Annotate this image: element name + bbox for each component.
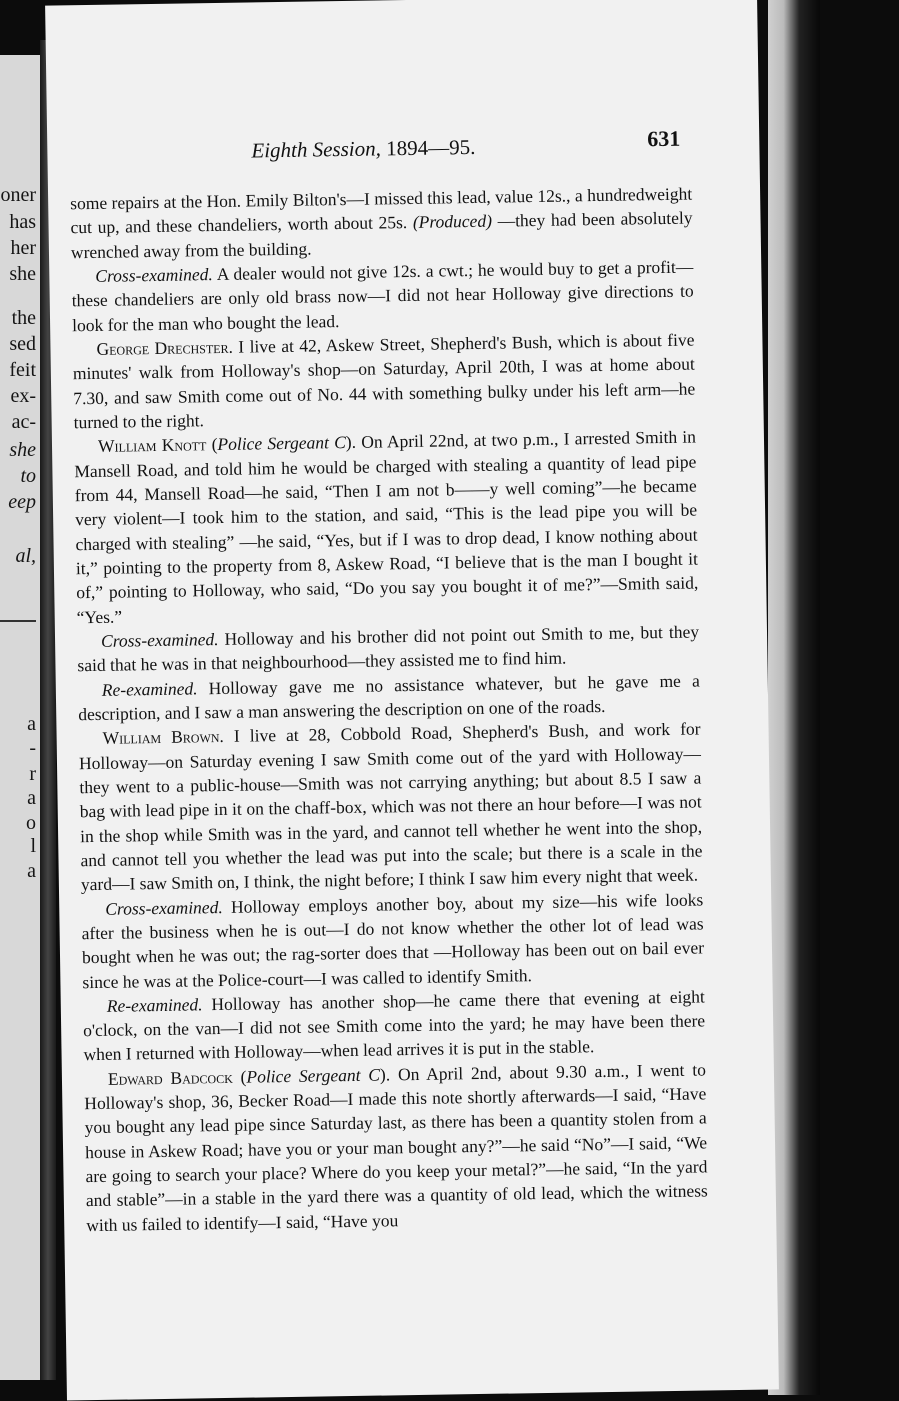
text-run: I live at 42, Askew Street, Shepherd's Bush, which is about five minutes' walk from Holloway's shop—on Saturday, April 20th, I was at home about 7.30, and saw Smith come out of No. 44 with something bulky under his left arm—he turned to the right. <box>72 329 696 433</box>
left-page-text: al, <box>15 545 36 567</box>
paragraph <box>74 425 699 629</box>
left-page-text: a <box>27 860 36 882</box>
text-run: A dealer would not give 12s. a cwt.; he would buy to get a profit—these chandeliers are only old brass now—I did not hear Holloway give directions to look for the man who bought the lead. <box>71 256 694 335</box>
book-page <box>45 0 779 1401</box>
paragraph <box>83 984 706 1067</box>
left-page-text: l <box>30 835 36 857</box>
left-page-text: she <box>9 439 36 461</box>
italic-text: Cross-examined. <box>100 628 219 651</box>
left-page-text: o <box>26 812 36 834</box>
text-run: ( <box>232 1066 247 1087</box>
italic-text: Cross-examined. <box>95 264 213 286</box>
left-page-rule <box>0 620 36 622</box>
text-run: ). On April 2nd, about 9.30 a.m., I went to Holloway's shop, 36, Becker Road—I made this note shortly afterwards—I said, “Have you bought any lead pipe since Saturday last, as there has been a quantity stolen from a house in Askew Road; have you or your man bought any?”—he said “No”—I said, “We are going to search your place? Where do you keep your metal?”—he said, “In the yard and stable”—in a stable in the yard there was a quantity of old lead, which the witness with us failed to identify—I said, “Have you <box>84 1059 708 1235</box>
italic-text: Police Sergeant C <box>217 432 346 455</box>
body-text <box>70 182 708 1238</box>
page-header <box>47 125 760 181</box>
paragraph <box>84 1057 709 1237</box>
left-page-text: ac- <box>11 411 36 433</box>
left-page-text: the <box>11 307 36 329</box>
left-page-text: she <box>9 263 36 285</box>
left-page-text: r <box>29 763 36 785</box>
italic-text: Re-examined. <box>101 677 198 700</box>
text-run: ( <box>206 434 218 455</box>
text-run: Holloway and his brother did not point out Smith to me, but they said that he was in that neighbourhood—they assisted me to find him. <box>77 621 700 676</box>
left-page-text: sed <box>9 333 36 355</box>
left-page-text: - <box>29 737 36 759</box>
left-page-text: a <box>27 787 36 809</box>
left-page-text: ex- <box>10 385 36 407</box>
running-title: Eighth Session, 1894—95. <box>251 134 476 163</box>
italic-text: Police Sergeant C <box>246 1064 381 1087</box>
witness-name: George Drechster. <box>96 336 234 359</box>
text-run: —they had been absolutely wrenched away from the building. <box>70 207 693 262</box>
text-run: I live at 28, Cobbold Road, Shepherd's Bush, and work for Holloway—on Saturday evening I saw Smith come out of the yard with Holloway—they went to a public-house—Smith was not carrying anything; but about 8.5 I saw a bag with lead pipe in it on the chaff-box, which was not there an hour before—I was not in the shop while Smith was in the yard, and cannot tell whether he went into the shop, and cannot tell you whether the lead was put into the scale; but there is a scale in the yard—I saw Smith on, I think, the night before; I think I saw him every night that week. <box>78 718 703 895</box>
left-page-text: eep <box>8 491 36 513</box>
witness-name: William Brown. <box>102 726 225 749</box>
left-page-text: has <box>9 211 36 233</box>
text-run: ). On April 22nd, at two p.m., I arrested Smith in Mansell Road, and told him he would be charged with stealing a quantity of lead pipe from 44, Mansell Road—he said, “Then I am not b——y well coming”—he became very violent—I took him to the station, and said, “This is the lead pipe you will be charged with stealing” —he said, “Yes, but if I was to drop dead, I know nothing about it,” pointing to the property from 8, Askew Road, “I believe that is the man I bought it of,” pointing to Holloway, who said, “Do you say you bought it of me?”—Smith said, “Yes.” <box>74 426 699 627</box>
left-page-text: feit <box>9 359 36 381</box>
paragraph <box>70 182 693 265</box>
paragraph <box>78 717 703 897</box>
witness-name: William Knott <box>97 434 207 457</box>
left-page-text: oner <box>0 184 36 206</box>
paragraph <box>72 327 695 434</box>
text-run: Holloway employs another boy, about my size—his wife looks after the business when he is out—I do not know whether the other lot of lead was bought when he was out; the rag-sorter does that —Holloway has been out on bail ever since he was at the Police-court—I was called to identify Smith. <box>81 888 705 992</box>
text-run: some repairs at the Hon. Emily Bilton's—I missed this lead, value 12s., a hundredweight cut up, and these chandeliers, worth about 25s. <box>70 183 693 238</box>
left-page-text: her <box>10 237 36 259</box>
italic-text: Cross-examined. <box>105 896 223 919</box>
text-run: Holloway gave me no assistance whatever, but he gave me a description, and I saw a man answering the description on one of the roads. <box>78 670 700 725</box>
italic-text: (Produced) <box>412 211 493 233</box>
left-page-text: to <box>20 465 36 487</box>
paragraph <box>71 255 694 338</box>
left-page-text: a <box>27 713 36 735</box>
page-edge <box>768 0 820 1395</box>
witness-name: Edward Badcock <box>107 1066 233 1089</box>
left-page-fragment <box>0 55 40 1380</box>
page-number: 631 <box>647 125 681 152</box>
italic-text: Re-examined. <box>106 994 203 1016</box>
paragraph <box>81 887 704 994</box>
text-run: Holloway has another shop—he came there that evening at eight o'clock, on the van—I did not see Smith come into the yard; he may have been there when I returned with Holloway—when lead arrives it is put in the stable. <box>83 986 706 1065</box>
